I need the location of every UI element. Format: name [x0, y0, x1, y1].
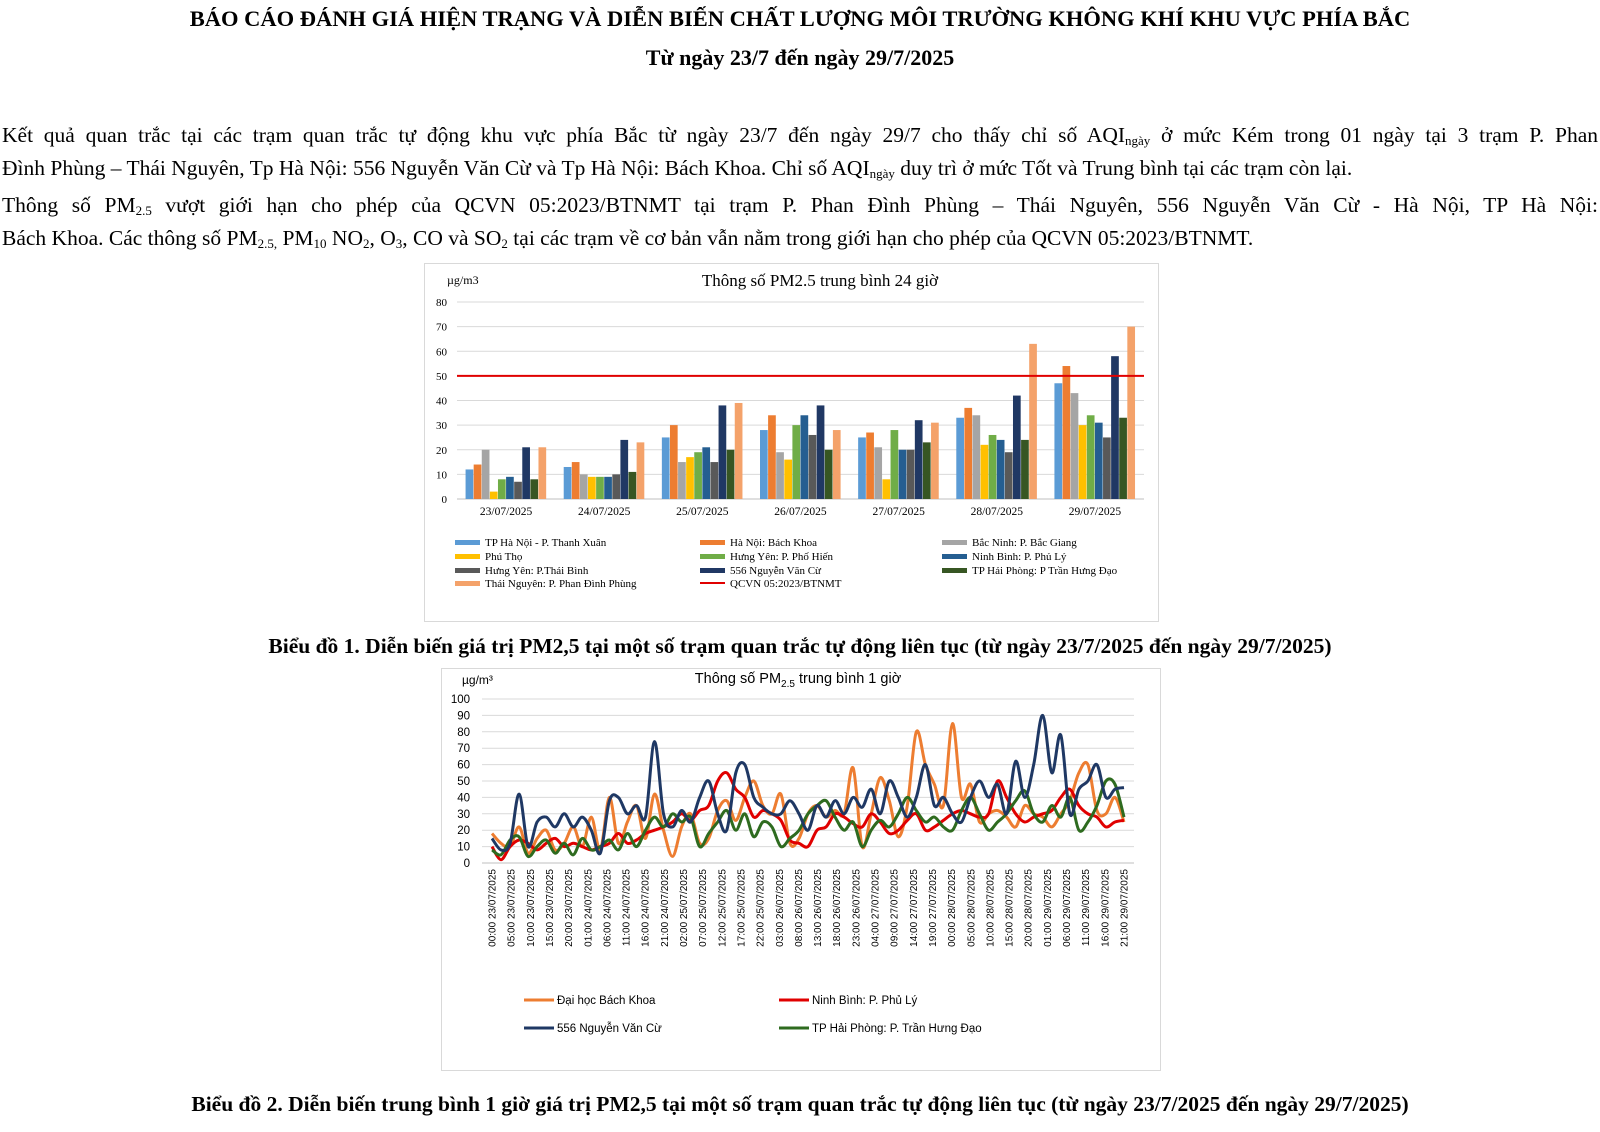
report-subtitle: Từ ngày 23/7 đến ngày 29/7/2025 — [645, 45, 955, 70]
x-tick-label: 06:00 29/07/2025 — [1062, 869, 1074, 947]
x-tick-label: 00:00 28/07/2025 — [947, 869, 959, 947]
bar — [702, 447, 710, 499]
x-tick-label: 14:00 27/07/2025 — [908, 869, 920, 947]
bar — [490, 492, 498, 499]
y-tick-label: 50 — [436, 370, 447, 383]
x-tick-label: 15:00 28/07/2025 — [1004, 869, 1016, 947]
report-title: BÁO CÁO ĐÁNH GIÁ HIỆN TRẠNG VÀ DIỄN BIẾN CHẤT LƯỢNG MÔI TRƯỜNG KHÔNG KHÍ KHU VỰC PHÍA BẮC — [189, 6, 1411, 31]
x-tick-label: 07:00 25/07/2025 — [698, 869, 710, 947]
bar — [801, 415, 809, 499]
y-tick-label: 40 — [457, 792, 470, 805]
legend-label: TP Hải Phòng: P Trần Hưng Đạo — [972, 565, 1118, 577]
bar — [907, 450, 915, 499]
bar — [997, 440, 1005, 499]
y-tick-label: 40 — [436, 395, 447, 408]
legend-label: TP Hải Phòng: P. Trần Hưng Đạo — [812, 1023, 982, 1035]
pm25-1h-line-chart — [442, 669, 1160, 1070]
bar — [809, 435, 817, 499]
bar — [833, 430, 841, 499]
bar — [899, 450, 907, 499]
bar — [784, 460, 792, 499]
x-tick-label: 21:00 29/07/2025 — [1119, 869, 1131, 947]
x-tick-label: 29/07/2025 — [1068, 506, 1122, 518]
legend-label: Phú Thọ — [485, 551, 523, 563]
bar — [678, 462, 686, 499]
bar — [1079, 425, 1087, 499]
y-tick-label: 100 — [450, 694, 470, 706]
y-tick-label: 70 — [436, 321, 447, 334]
y-tick-label: 30 — [457, 808, 470, 821]
legend-label: 556 Nguyễn Văn Cừ — [730, 565, 822, 577]
x-tick-label: 02:00 25/07/2025 — [679, 869, 691, 947]
bar — [964, 408, 972, 499]
x-tick-label: 10:00 23/07/2025 — [525, 869, 537, 947]
chart-title: Thông số PM2.5 trung bình 24 giờ — [701, 271, 939, 290]
legend-label: QCVN 05:2023/BTNMT — [730, 578, 842, 590]
x-tick-label: 19:00 27/07/2025 — [927, 869, 939, 947]
bar — [710, 462, 718, 499]
bar — [825, 450, 833, 499]
y-axis-label: µg/m³ — [462, 673, 493, 687]
bar — [580, 474, 588, 499]
bar — [719, 405, 727, 499]
y-tick-label: 20 — [457, 825, 470, 838]
legend-label: Ninh Bình: P. Phủ Lý — [812, 995, 918, 1007]
x-tick-label: 00:00 23/07/2025 — [487, 869, 499, 947]
y-tick-label: 80 — [436, 297, 447, 309]
x-tick-label: 03:00 26/07/2025 — [774, 869, 786, 947]
legend-swatch — [942, 568, 967, 573]
bar — [612, 474, 620, 499]
y-tick-label: 20 — [436, 444, 447, 457]
bar — [1103, 437, 1111, 499]
bar — [727, 450, 735, 499]
y-tick-label: 30 — [436, 420, 447, 433]
y-axis-label: µg/m3 — [447, 273, 479, 287]
y-tick-label: 0 — [441, 494, 447, 506]
x-tick-label: 12:00 25/07/2025 — [717, 869, 729, 947]
x-tick-label: 20:00 23/07/2025 — [564, 869, 576, 947]
bar — [694, 452, 702, 499]
legend-label: Bắc Ninh: P. Bắc Giang — [972, 537, 1077, 549]
bar — [760, 430, 768, 499]
bar — [564, 467, 572, 499]
x-tick-label: 25/07/2025 — [676, 506, 729, 518]
legend-swatch — [700, 554, 725, 559]
legend-label: Hưng Yên: P. Phố Hiến — [730, 551, 834, 563]
bar — [776, 452, 784, 499]
legend-swatch — [455, 554, 480, 559]
paragraph-aqi — [2, 119, 1598, 185]
x-tick-label: 20:00 28/07/2025 — [1023, 869, 1035, 947]
bar — [572, 462, 580, 499]
bar — [466, 469, 474, 499]
bar — [1095, 423, 1103, 499]
legend-swatch — [942, 540, 967, 545]
x-tick-label: 16:00 29/07/2025 — [1100, 869, 1112, 947]
bar — [1119, 418, 1127, 499]
y-tick-label: 50 — [457, 776, 470, 788]
y-tick-label: 10 — [436, 469, 447, 482]
x-tick-label: 11:00 29/07/2025 — [1081, 869, 1093, 947]
chart-title: Thông số $PM_{2.5}$ trung bình 1 giờ — [694, 671, 902, 690]
x-tick-label: 04:00 27/07/2025 — [870, 869, 882, 947]
bar — [506, 477, 514, 499]
legend-label: TP Hà Nội - P. Thanh Xuân — [485, 537, 607, 549]
bar — [981, 445, 989, 499]
bar — [768, 415, 776, 499]
bar — [956, 418, 964, 499]
legend-swatch — [455, 581, 480, 586]
bar — [662, 437, 670, 499]
bar — [735, 403, 743, 499]
legend-swatch — [942, 554, 967, 559]
y-tick-label: 10 — [457, 841, 470, 854]
x-tick-label: 13:00 26/07/2025 — [813, 869, 825, 947]
bar — [596, 477, 604, 499]
legend-label: Hà Nội: Bách Khoa — [730, 537, 818, 549]
x-tick-label: 23:00 26/07/2025 — [851, 869, 863, 947]
x-tick-label: 05:00 28/07/2025 — [966, 869, 978, 947]
bar — [931, 423, 939, 499]
bar — [1127, 327, 1135, 499]
bar — [915, 420, 923, 499]
x-tick-label: 16:00 24/07/2025 — [640, 869, 652, 947]
x-tick-label: 09:00 27/07/2025 — [889, 869, 901, 947]
x-tick-label: 17:00 25/07/2025 — [736, 869, 748, 947]
x-tick-label: 06:00 24/07/2025 — [602, 869, 614, 947]
x-tick-label: 01:00 29/07/2025 — [1042, 869, 1054, 947]
x-tick-label: 27/07/2025 — [872, 506, 925, 518]
paragraph-pm25-line-2: Bách Khoa. Các thông số $PM_{2.5,}$ $PM_{10}$ $NO_2$, $O_3$, CO và $SO_2$ tại các trạm về cơ bản vẫn nằm trong giới hạn cho phép của QCVN 05:2023/BTNMT. — [2, 226, 1254, 251]
x-tick-label: 05:00 23/07/2025 — [506, 869, 518, 947]
y-tick-label: 70 — [457, 743, 470, 756]
y-tick-label: 90 — [457, 710, 470, 723]
legend-label: Ninh Bình: P. Phủ Lý — [972, 551, 1067, 563]
legend-label: 556 Nguyễn Văn Cừ — [557, 1023, 662, 1035]
bar — [514, 482, 522, 499]
bar — [686, 457, 694, 499]
bar — [530, 479, 538, 499]
legend-label: Thái Nguyên: P. Phan Đình Phùng — [485, 578, 637, 590]
legend-swatch — [700, 540, 725, 545]
bar — [891, 430, 899, 499]
bar — [1111, 356, 1119, 499]
paragraph-pm25-line-1: Thông số $PM_{2.5}$ vượt giới hạn cho phép của QCVN 05:2023/BTNMT tại trạm P. Phan Đình Phùng – Thái Nguyên, 556 Nguyễn Văn Cừ - Hà Nội, TP Hà Nội: — [2, 193, 1598, 218]
legend-swatch — [455, 568, 480, 573]
pm25-24h-bar-chart — [425, 264, 1158, 621]
x-tick-label: 15:00 23/07/2025 — [544, 869, 556, 947]
bar — [670, 425, 678, 499]
x-tick-label: 18:00 26/07/2025 — [832, 869, 844, 947]
y-tick-label: 0 — [463, 858, 470, 870]
bar — [474, 465, 482, 499]
x-tick-label: 21:00 24/07/2025 — [659, 869, 671, 947]
x-tick-label: 26/07/2025 — [774, 506, 827, 518]
bar — [874, 447, 882, 499]
bar — [989, 435, 997, 499]
x-tick-label: 11:00 24/07/2025 — [621, 869, 633, 947]
bar — [1087, 415, 1095, 499]
x-tick-label: 10:00 28/07/2025 — [985, 869, 997, 947]
bar — [482, 450, 490, 499]
bar — [866, 433, 874, 499]
bar — [923, 442, 931, 499]
y-tick-label: 60 — [436, 346, 447, 359]
bar — [1029, 344, 1037, 499]
paragraph-aqi-line-1: Kết quả quan trắc tại các trạm quan trắc tự động khu vực phía Bắc từ ngày 23/7 đến ngày 29/7 cho thấy chỉ số $AQI_{ngày}$ ở mức Kém trong 01 ngày tại 3 trạm P. Phan — [2, 123, 1598, 148]
chart-1-frame — [424, 263, 1159, 622]
bar — [858, 437, 866, 499]
bar — [1063, 366, 1071, 499]
paragraph-aqi-line-2: Đình Phùng – Thái Nguyên, Tp Hà Nội: 556 Nguyễn Văn Cừ và Tp Hà Nội: Bách Khoa. Chỉ số $AQI_{ngày}$ duy trì ở mức Tốt và Trung bình tại các trạm còn lại. — [2, 156, 1353, 181]
x-tick-label: 28/07/2025 — [970, 506, 1023, 518]
bar — [522, 447, 530, 499]
chart-2-caption: Biểu đồ 2. Diễn biến trung bình 1 giờ giá trị PM2,5 tại một số trạm quan trắc tự động liên tục (từ ngày 23/7/2025 đến ngày 29/7/2025) — [191, 1092, 1409, 1116]
x-tick-label: 22:00 25/07/2025 — [755, 869, 767, 947]
y-tick-label: 80 — [457, 726, 470, 739]
bar — [1005, 452, 1013, 499]
x-tick-label: 01:00 24/07/2025 — [583, 869, 595, 947]
legend-label: Hưng Yên: P.Thái Bình — [485, 565, 589, 577]
bar — [620, 440, 628, 499]
bar — [1021, 440, 1029, 499]
legend-swatch — [700, 568, 725, 573]
bar — [637, 442, 645, 499]
bar — [588, 477, 596, 499]
legend-swatch — [455, 540, 480, 545]
bar — [629, 472, 637, 499]
y-tick-label: 60 — [457, 759, 470, 772]
bar — [882, 479, 890, 499]
bar — [817, 405, 825, 499]
x-tick-label: 08:00 26/07/2025 — [793, 869, 805, 947]
x-tick-label: 23/07/2025 — [479, 506, 533, 518]
chart-1-caption: Biểu đồ 1. Diễn biến giá trị PM2,5 tại một số trạm quan trắc tự động liên tục (từ ngày 23/7/2025 đến ngày 29/7/2025) — [268, 634, 1332, 658]
bar — [1071, 393, 1079, 499]
bar — [498, 479, 506, 499]
x-tick-label: 24/07/2025 — [578, 506, 631, 518]
bar — [1054, 383, 1062, 499]
legend-label: Đại học Bách Khoa — [557, 995, 656, 1007]
bar — [538, 447, 546, 499]
paragraph-pm25 — [2, 189, 1598, 255]
bar — [1013, 396, 1021, 499]
chart-2-frame — [441, 668, 1161, 1071]
bar — [604, 477, 612, 499]
bar — [972, 415, 980, 499]
bar — [792, 425, 800, 499]
